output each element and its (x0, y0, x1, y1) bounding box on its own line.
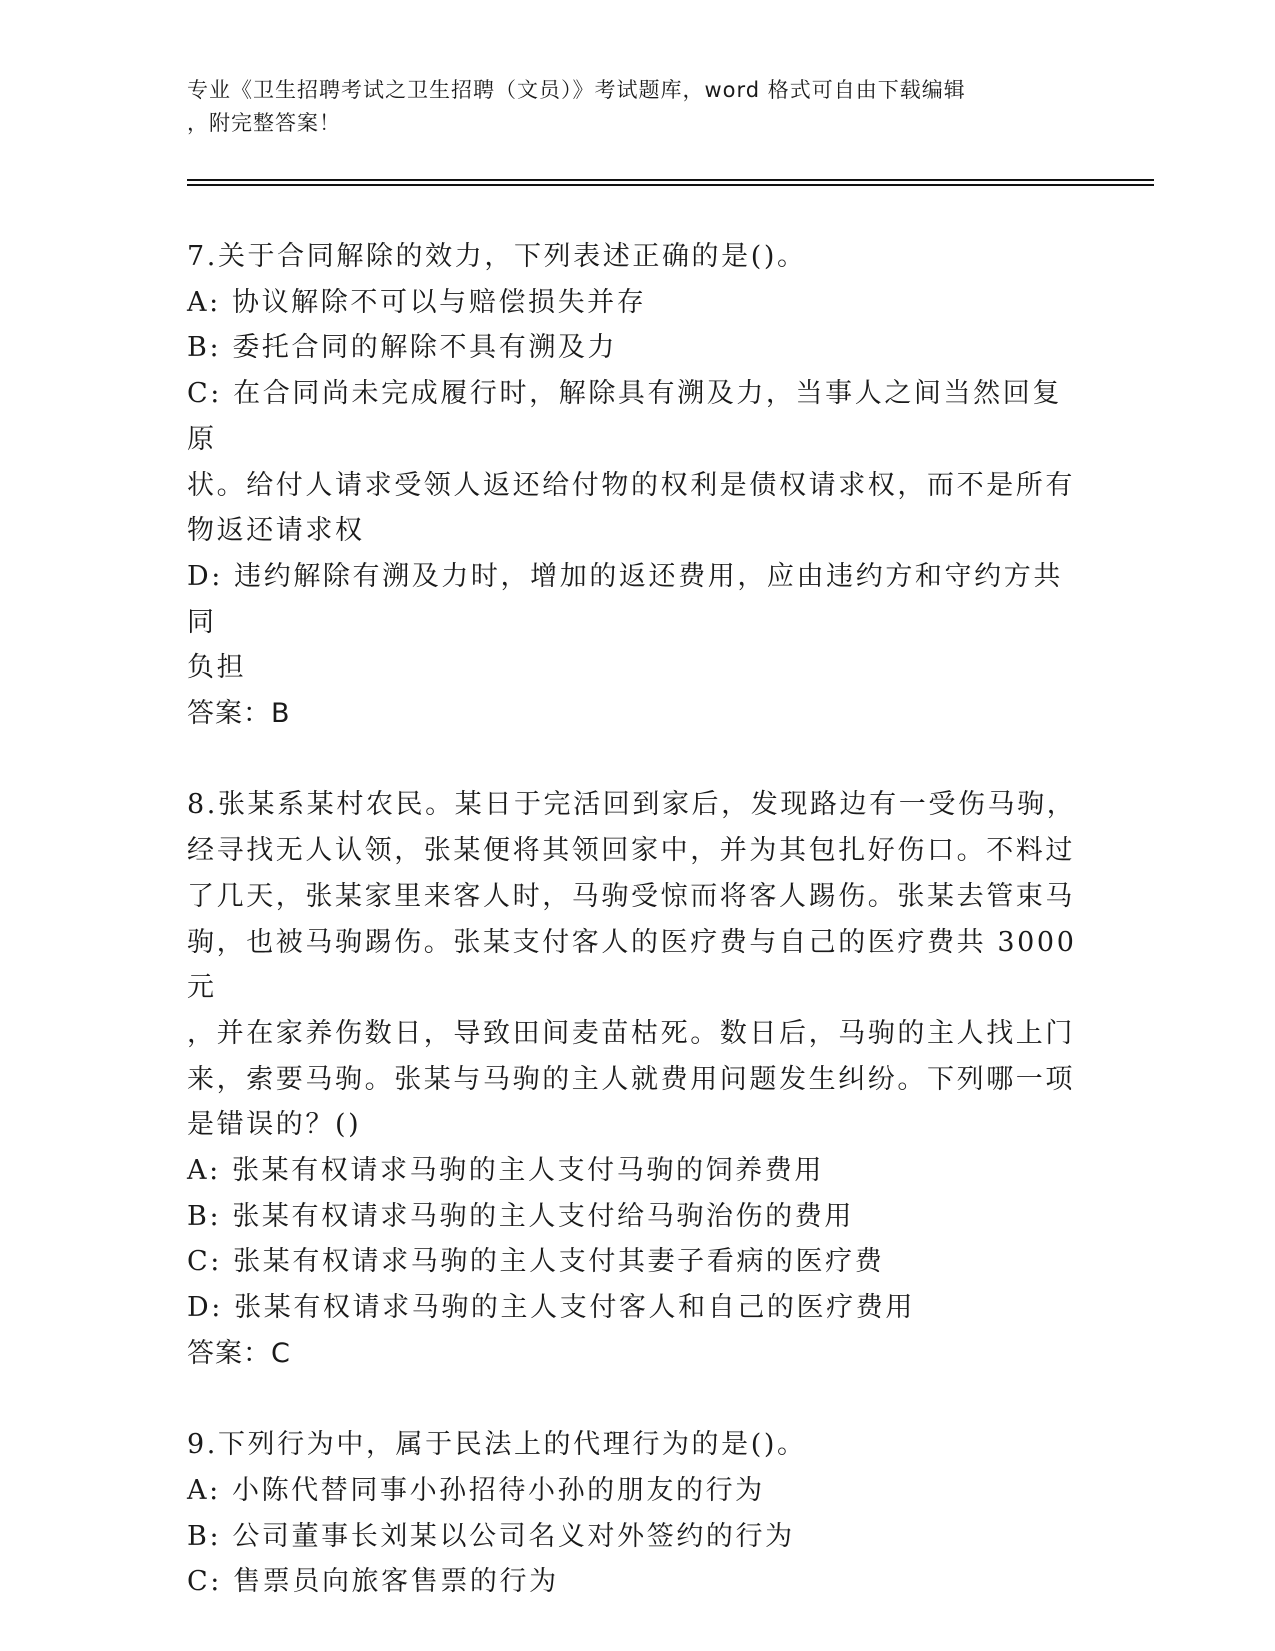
option-b: B: 委托合同的解除不具有溯及力 (187, 332, 618, 364)
option-c: C: 在合同尚未完成履行时，解除具有溯及力，当事人之间当然回复原 (187, 378, 1062, 455)
question-item (187, 234, 1087, 737)
question-item (187, 782, 1087, 1376)
question-stem-continued: 了几天，张某家里来客人时，马驹受惊而将客人踢伤。张某去管束马 (187, 880, 1075, 912)
option-c-continued: 物返还请求权 (187, 515, 365, 547)
option-c: C: 张某有权请求马驹的主人支付其妻子看病的医疗费 (187, 1246, 885, 1278)
option-b: B: 公司董事长刘某以公司名义对外签约的行为 (187, 1520, 795, 1552)
option-c: C: 售票员向旅客售票的行为 (187, 1566, 559, 1598)
option-a: A: 小陈代替同事小孙招待小孙的朋友的行为 (187, 1474, 765, 1506)
header-divider (187, 179, 1154, 181)
header-line: ，附完整答案！ (187, 111, 341, 135)
question-stem: 9.下列行为中，属于民法上的代理行为的是()。 (187, 1429, 807, 1461)
header-line: 专业《卫生招聘考试之卫生招聘（文员）》考试题库，word 格式可自由下载编辑 (187, 78, 966, 102)
option-d: D: 张某有权请求马驹的主人支付客人和自己的医疗费用 (187, 1292, 915, 1324)
question-list (187, 234, 1087, 1651)
option-b: B: 张某有权请求马驹的主人支付给马驹治伤的费用 (187, 1200, 854, 1232)
question-stem-continued: 来，索要马驹。张某与马驹的主人就费用问题发生纠纷。下列哪一项 (187, 1063, 1075, 1095)
answer-line: 答案：B (187, 698, 291, 730)
question-stem: 7.关于合同解除的效力，下列表述正确的是()。 (187, 241, 807, 272)
option-d: D: 违约解除有溯及力时，增加的返还费用，应由违约方和守约方共同 (187, 560, 1063, 638)
option-d-continued: 负担 (187, 652, 247, 684)
question-item (187, 1422, 1087, 1605)
question-stem: 8.张某系某村农民。某日于完活回到家后，发现路边有一受伤马驹， (187, 789, 1077, 821)
question-stem-continued: 驹，也被马驹踢伤。张某支付客人的医疗费与自己的医疗费共 3000 元 (187, 926, 1077, 1004)
option-a: A: 张某有权请求马驹的主人支付马驹的饲养费用 (187, 1155, 824, 1187)
option-c-continued: 状。给付人请求受领人返还给付物的权利是债权请求权，而不是所有 (187, 469, 1075, 501)
document-header (187, 74, 1087, 140)
answer-line: 答案：C (187, 1337, 291, 1369)
question-stem-continued: 经寻找无人认领，张某便将其领回家中，并为其包扎好伤口。不料过 (187, 835, 1075, 867)
question-stem-continued: ，并在家养伤数日，导致田间麦苗枯死。数日后，马驹的主人找上门 (187, 1017, 1075, 1049)
question-stem-continued: 是错误的？() (187, 1109, 362, 1141)
header-divider (187, 184, 1154, 186)
option-a: A: 协议解除不可以与赔偿损失并存 (187, 286, 647, 318)
